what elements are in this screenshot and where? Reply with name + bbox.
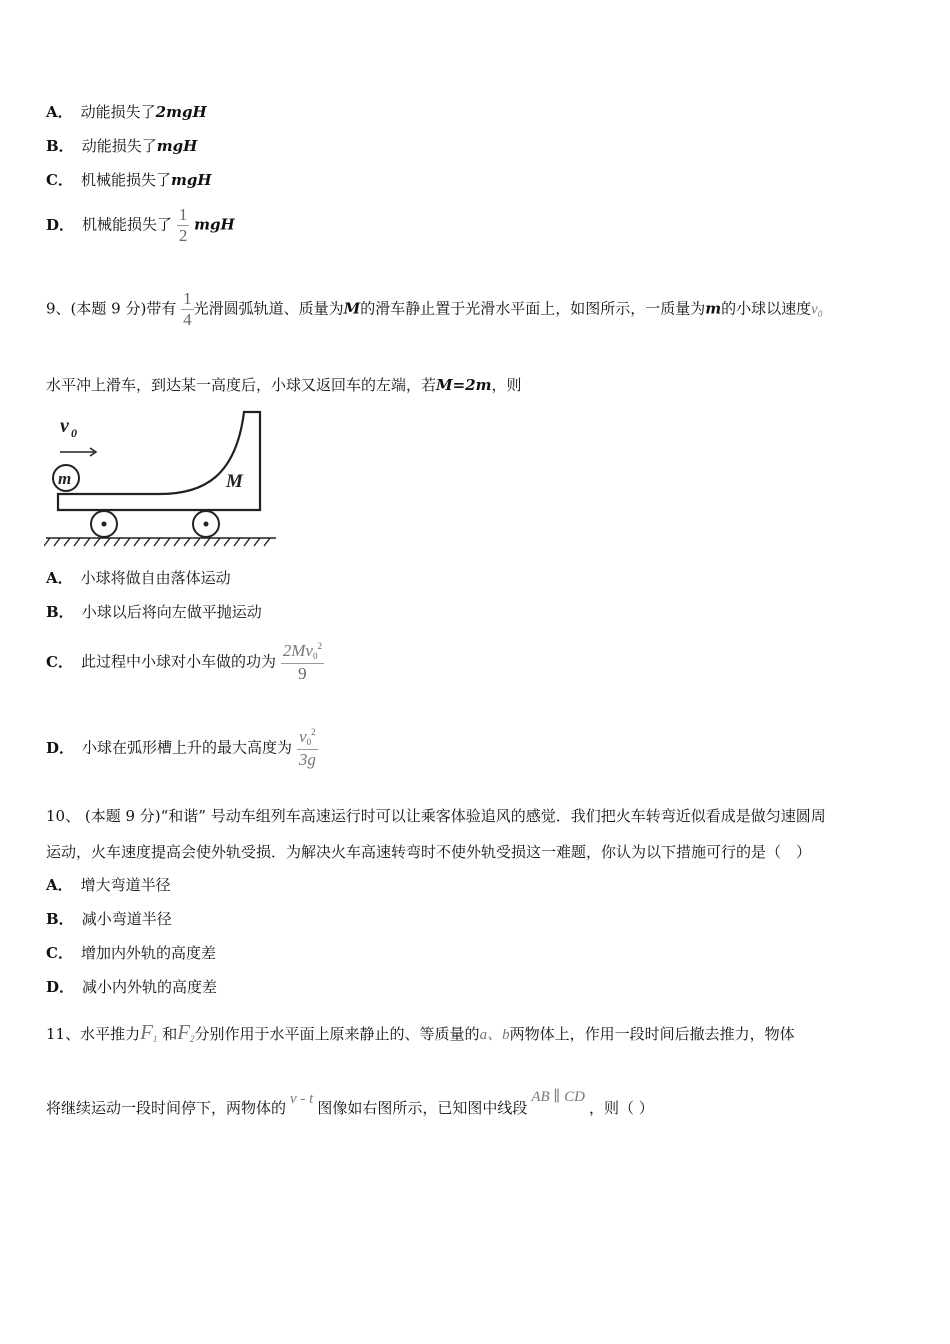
cart-body bbox=[58, 412, 260, 510]
fraction-max-height: $\frac{v0^2}{3g}$ bbox=[298, 727, 316, 769]
q10-option-b: B． 减小弯道半径 bbox=[46, 910, 172, 928]
q10-option-c: C． 增加内外轨的高度差 bbox=[46, 944, 216, 962]
velocity-subscript: 0 bbox=[71, 426, 77, 440]
cart-figure bbox=[44, 408, 280, 550]
q11-stem-line1: 11、水平推力$F_1$ 和$F_2$分别作用于水平面上原来静止的、等质量的a、b两物体上，作用一段时间后撤去推力，物体 bbox=[46, 1020, 795, 1044]
q8-option-d: D． 机械能损失了 $\frac{1}{2}$ mgH bbox=[46, 205, 235, 245]
ball-mass-label: m bbox=[58, 469, 72, 488]
velocity-label: v bbox=[60, 415, 69, 437]
wheel-left-axle bbox=[102, 522, 107, 527]
q8-option-a: A． 动能损失了2mgH bbox=[46, 103, 207, 121]
fraction-one-half: $\frac{1}{2}$ bbox=[178, 205, 188, 245]
q11-stem-line2: 将继续运动一段时间停下，两物体的 v - t 图像如右图所示，已知图中线段AB ∥ CD，则（ ） bbox=[46, 1089, 654, 1117]
wheel-right-axle bbox=[204, 522, 209, 527]
q10-option-a: A． 增大弯道半径 bbox=[46, 876, 171, 894]
velocity-arrow bbox=[60, 448, 96, 456]
q10-stem-line1: 10、 (本题 9 分)“和谐” 号动车组列车高速运行时可以让乘客体验追风的感觉．我们把火车转弯近似看成是做匀速圆周 bbox=[46, 807, 826, 825]
fraction-one-quarter: $\frac{1}{4}$ bbox=[183, 289, 192, 329]
q8-option-c: C． 机械能损失了mgH bbox=[46, 171, 212, 189]
q9-option-a: A． 小球将做自由落体运动 bbox=[46, 569, 231, 587]
ground bbox=[44, 538, 276, 546]
q9-option-b: B． 小球以后将向左做平抛运动 bbox=[46, 603, 262, 621]
q8-option-b: B． 动能损失了mgH bbox=[46, 137, 198, 155]
q9-option-c: C． 此过程中小球对小车做的功为 $\frac{2Mv0^2}{9}$ bbox=[46, 641, 322, 683]
q9-stem-line1: 9、(本题 9 分)带有 $\frac{1}{4}$ 光滑圆弧轨道、质量为M的滑车静止置于光滑水平面上，如图所示，一质量为m的小球以速度$v_0$ bbox=[46, 289, 823, 329]
cart-mass-label: M bbox=[226, 471, 243, 492]
fraction-work: $\frac{2Mv0^2}{9}$ bbox=[282, 641, 322, 683]
q10-option-d: D． 减小内外轨的高度差 bbox=[46, 978, 218, 996]
q9-stem-line2: 水平冲上滑车，到达某一高度后，小球又返回车的左端，若M=2m，则 bbox=[46, 376, 522, 394]
q9-option-d: D． 小球在弧形槽上升的最大高度为 $\frac{v0^2}{3g}$ bbox=[46, 727, 316, 769]
q10-stem-line2: 运动，火车速度提高会使外轨受损．为解决火车高速转弯时不使外轨受损这一难题，你认为以下措施可行的是（ ） bbox=[46, 843, 812, 861]
